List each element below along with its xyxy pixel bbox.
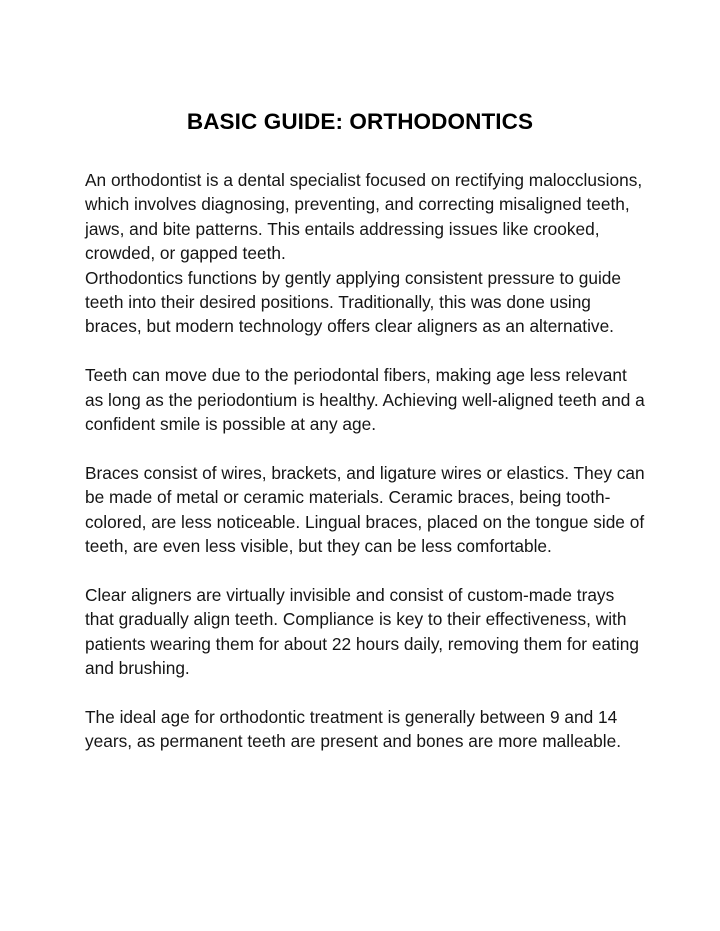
document-title: BASIC GUIDE: ORTHODONTICS bbox=[186, 109, 534, 134]
paragraph-spacer bbox=[85, 339, 645, 363]
paragraph-spacer bbox=[85, 558, 645, 582]
paragraph-ideal-age: The ideal age for orthodontic treatment is generally between 9 and 14 years, as permanent teeth are present and bones are more malleable. bbox=[85, 706, 622, 752]
document-body bbox=[85, 168, 645, 754]
paragraph-braces: Braces consist of wires, brackets, and ligature wires or elastics. They can be made of metal or ceramic materials. Ceramic braces, being tooth-colored, are less noticeable. Lingual braces, placed on the tongue side of teeth, are even less visible, but they can be less comfortable. bbox=[85, 462, 645, 557]
paragraph-teeth-movement: Teeth can move due to the periodontal fibers, making age less relevant as long as the periodontium is healthy. Achieving well-aligned teeth and a confident smile is possible at any age. bbox=[85, 365, 645, 435]
paragraph-spacer bbox=[85, 436, 645, 460]
paragraph-orthodontist-definition: An orthodontist is a dental specialist focused on rectifying malocclusions, which involves diagnosing, preventing, and correcting misaligned teeth, jaws, and bite patterns. This entails addressing issues like crooked, crowded, or gapped teeth. bbox=[85, 170, 643, 264]
paragraph-how-orthodontics-works: Orthodontics functions by gently applying consistent pressure to guide teeth into their desired positions. Traditionally, this was done using braces, but modern technology offers clear aligners as an alternative. bbox=[85, 267, 622, 337]
paragraph-spacer bbox=[85, 680, 645, 704]
paragraph-clear-aligners: Clear aligners are virtually invisible and consist of custom-made trays that gradually align teeth. Compliance is key to their effectiveness, with patients wearing them for about 22 hours daily, removing them for eating and brushing. bbox=[85, 584, 639, 679]
